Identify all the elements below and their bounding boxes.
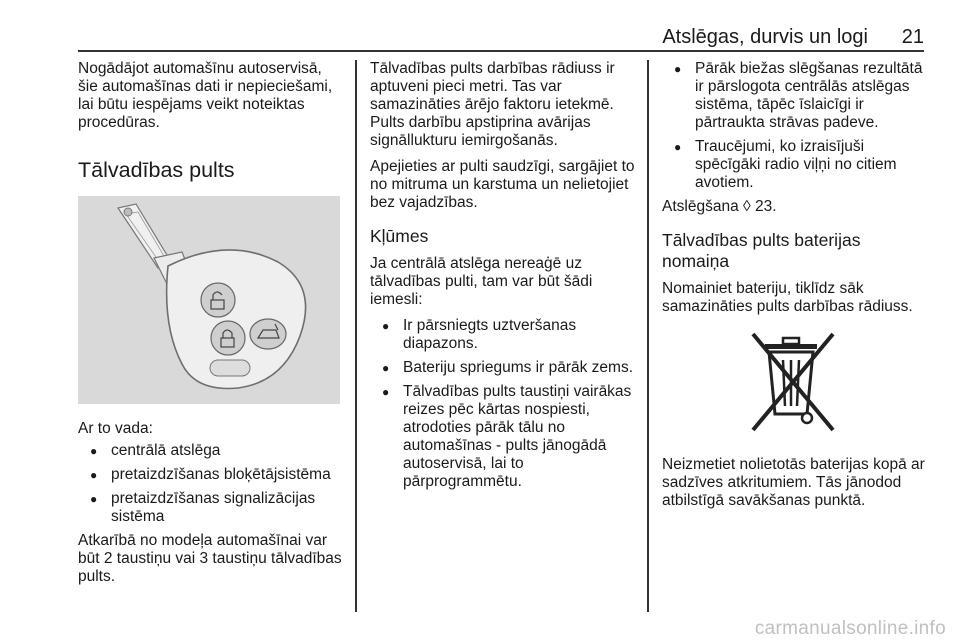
cross-reference[interactable]: Atslēgšana ◊ 23. xyxy=(662,198,777,215)
crossed-bin-icon xyxy=(662,326,928,438)
header-title: Atslēgas, durvis un logi xyxy=(662,26,868,48)
faults-subtitle: Kļūmes xyxy=(370,226,429,246)
page-header xyxy=(0,20,960,50)
column-3 xyxy=(662,60,928,518)
battery-subtitle: Tālvadības pults baterijas nomaiņa xyxy=(662,230,861,271)
column-divider-2 xyxy=(647,60,649,612)
control-list xyxy=(78,442,344,526)
remote-key-illustration xyxy=(78,196,340,404)
list-item: ● pretaizdzīšanas signalizācijas sistēma xyxy=(78,490,344,526)
watermark: carmanualsonline.info xyxy=(754,618,946,639)
list-item: ● Tālvadības pults taustiņi vairākas reizes pēc kārtas nospiesti, atrodoties pārāk tālu no automašīnas - pults jānogādā autoservisā, lai to pārprogrammētu. xyxy=(370,383,640,491)
list-item: ● centrālā atslēga xyxy=(78,442,344,460)
range-paragraph: Tālvadības pults darbības rādiuss ir aptuveni pieci metri. Tas var samazināties ārējo faktoru ietekmē. Pults darbību apstiprina avārijas signāllukturu iemirgošanās. xyxy=(370,60,615,149)
faults-list-continued xyxy=(662,60,928,192)
list-item: ● Pārāk biežas slēgšanas rezultātā ir pārslogota centrālās atslēgas sistēma, tāpēc īslaicīgi ir pārtraukta strāvas padeve. xyxy=(662,60,928,132)
care-paragraph: Apejieties ar pulti saudzīgi, sargājiet to no mitruma un karstuma un nelietojiet bez vajadzības. xyxy=(370,158,635,211)
list-item: ● Ir pārsniegts uztveršanas diapazons. xyxy=(370,317,640,353)
list-item: ● pretaizdzīšanas bloķētājsistēma xyxy=(78,466,344,484)
faults-intro: Ja centrālā atslēga nereaģē uz tālvadības pulti, tam var būt šādi iemesli: xyxy=(370,255,593,308)
outro-paragraph: Atkarībā no modeļa automašīnai var būt 2 taustiņu vai 3 taustiņu tālvadības pults. xyxy=(78,532,342,585)
ar-to-vada-label: Ar to vada: xyxy=(78,420,153,437)
battery-paragraph: Nomainiet bateriju, tiklīdz sāk samazināties pults darbības rādiuss. xyxy=(662,280,913,315)
section-title: Tālvadības pults xyxy=(78,158,235,182)
column-2 xyxy=(370,60,640,497)
column-divider-1 xyxy=(355,60,357,612)
intro-paragraph: Nogādājot automašīnu autoservisā, šie automašīnas dati ir nepieciešami, lai būtu iespējams veikt noteiktas procedūras. xyxy=(78,60,333,131)
column-1 xyxy=(78,60,344,594)
disposal-paragraph: Neizmetiet nolietotās baterijas kopā ar sadzīves atkritumiem. Tās jānodod atbilstīgā savākšanas punktā. xyxy=(662,456,925,509)
header-rule xyxy=(78,50,924,52)
list-item: ● Bateriju spriegums ir pārāk zems. xyxy=(370,359,640,377)
list-item: ● Traucējumi, ko izraisījuši spēcīgāki radio viļņi no citiem avotiem. xyxy=(662,138,928,192)
faults-list xyxy=(370,317,640,491)
page-number: 21 xyxy=(901,26,924,48)
